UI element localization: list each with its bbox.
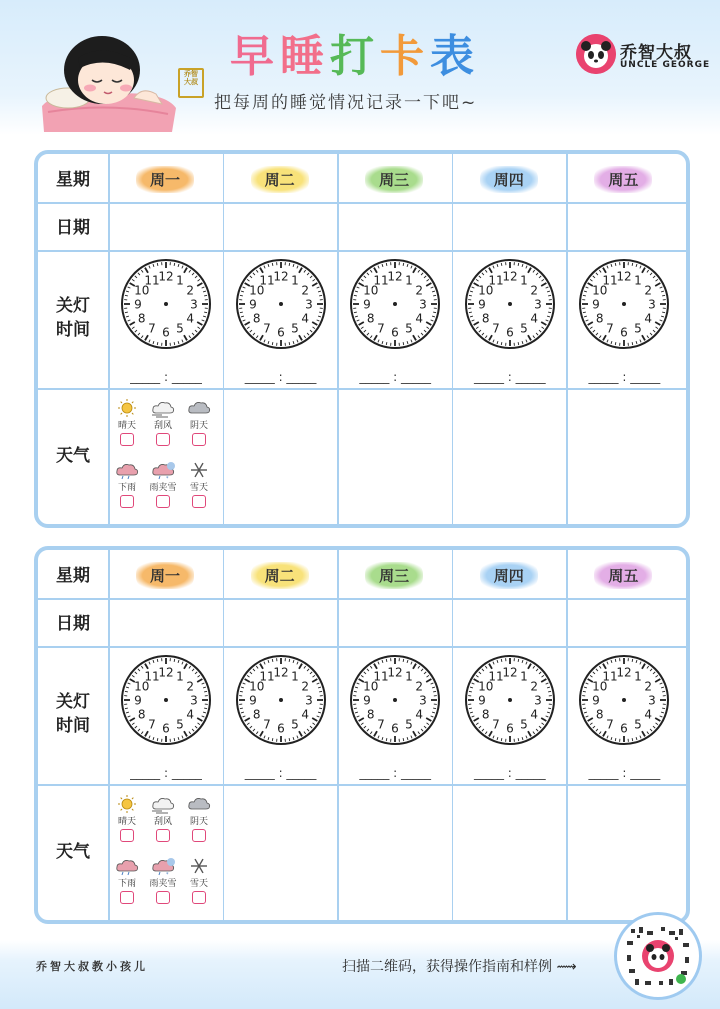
weekday-label: 周二 [251, 166, 309, 193]
clock-number: 8 [137, 707, 146, 722]
date-input-cell[interactable] [568, 600, 679, 644]
clock-number: 9 [363, 297, 372, 312]
weekday-label: 周一 [136, 562, 194, 589]
title-char: 睡 [280, 31, 330, 82]
weekday-header-cell [224, 562, 336, 589]
clock-face-icon [464, 654, 556, 746]
weather-checkbox[interactable] [120, 433, 134, 446]
weekday-label: 周三 [365, 166, 423, 193]
weather-checkbox[interactable] [120, 829, 134, 842]
clock-face-icon [578, 258, 670, 350]
clock-number: 12 [158, 269, 174, 284]
title-char: 卡 [380, 31, 430, 82]
clock-number: 4 [301, 707, 309, 722]
weather-checkbox[interactable] [156, 433, 170, 446]
weekday-label: 周三 [365, 562, 423, 589]
weather-option[interactable] [146, 794, 180, 842]
weather-option[interactable] [182, 460, 216, 508]
clock-number: 11 [373, 273, 389, 288]
weekday-header-cell [109, 562, 221, 589]
clock-number: 11 [488, 273, 504, 288]
clock-face-icon [235, 654, 327, 746]
weather-cell[interactable] [454, 390, 565, 522]
weather-cell[interactable] [339, 786, 450, 918]
weather-option-label: 刮风 [153, 817, 172, 827]
weather-option[interactable] [146, 398, 180, 446]
clock-number: 2 [530, 283, 538, 298]
lights-off-clock-cell[interactable] [339, 252, 451, 388]
clock-number: 5 [634, 717, 643, 732]
clock-number: 7 [148, 717, 156, 732]
clock-number: 6 [391, 721, 400, 736]
time-blank-field[interactable]: _____ : _____ [244, 766, 317, 780]
clock-number: 7 [262, 717, 271, 732]
weather-cell[interactable] [568, 390, 679, 522]
weather-option-label: 晴天 [117, 817, 136, 827]
sleep-table-week-1 [34, 150, 690, 528]
title-char: 早 [230, 31, 280, 82]
footer-qr-text: 扫描二维码，获得操作指南和样例 [342, 959, 552, 975]
clock-number: 4 [186, 707, 195, 722]
weather-option-label: 阴天 [189, 817, 208, 827]
clock-number: 8 [137, 311, 146, 326]
clock-number: 5 [290, 321, 299, 336]
brand-name: 乔智大叔 [620, 43, 692, 63]
clock-number: 4 [530, 311, 538, 326]
weather-options [110, 398, 218, 526]
clock-number: 3 [648, 693, 657, 708]
clock-number: 9 [363, 693, 372, 708]
clock-number: 4 [415, 707, 424, 722]
clock-number: 8 [367, 707, 375, 722]
clock-number: 5 [405, 321, 414, 336]
clock-number: 11 [258, 273, 275, 288]
clock-number: 4 [415, 311, 424, 326]
weather-option-label: 下雨 [117, 483, 136, 493]
sleet-icon [150, 460, 176, 480]
clock-number: 11 [258, 669, 275, 684]
lights-off-clock-cell[interactable] [225, 648, 337, 784]
row-label-date: 日期 [56, 218, 90, 238]
clock-number: 3 [190, 297, 198, 312]
clock-number: 8 [481, 707, 490, 722]
clock-number: 7 [377, 321, 386, 336]
row-label-lights-off-line1: 关灯 [56, 296, 90, 316]
clock-number: 8 [481, 311, 490, 326]
clock-number: 9 [592, 297, 601, 312]
clock-number: 8 [367, 311, 375, 326]
time-blank-field[interactable]: _____ : _____ [588, 370, 661, 384]
weather-checkbox[interactable] [192, 829, 206, 842]
clock-number: 11 [144, 273, 160, 288]
weather-cell[interactable] [568, 786, 679, 918]
clock-number: 12 [502, 665, 518, 680]
weekday-header-cell [338, 166, 450, 193]
clock-number: 6 [162, 325, 170, 340]
date-input-cell[interactable] [225, 600, 336, 644]
weekday-header-cell [567, 562, 679, 589]
clock-number: 9 [134, 297, 142, 312]
clock-number: 2 [644, 283, 653, 298]
panda-logo-icon [576, 34, 616, 74]
clock-number: 12 [272, 269, 289, 284]
qr-code-icon[interactable] [614, 912, 702, 1000]
clock-face-icon [349, 258, 441, 350]
rain-icon [114, 460, 140, 480]
brand-subtitle: UNCLE GEORGE [620, 60, 711, 70]
time-blank-field[interactable]: _____ : _____ [130, 370, 202, 384]
clock-number: 11 [602, 273, 619, 288]
clock-number: 1 [634, 273, 643, 288]
weather-option-label: 雨夹雪 [149, 483, 177, 493]
clock-number: 1 [405, 273, 414, 288]
sleet-icon [150, 856, 176, 876]
row-label-weekday: 星期 [56, 170, 90, 190]
weekday-header-cell [567, 166, 679, 193]
lights-off-clock-cell[interactable] [110, 648, 222, 784]
weather-option-label: 刮风 [153, 421, 172, 431]
weather-checkbox[interactable] [156, 891, 170, 904]
clock-number: 12 [502, 269, 518, 284]
cloudy-icon [186, 398, 212, 418]
clock-number: 4 [301, 311, 309, 326]
row-label-weather: 天气 [56, 842, 90, 862]
clock-number: 11 [602, 669, 619, 684]
weather-checkbox[interactable] [192, 433, 206, 446]
clock-number: 12 [158, 665, 174, 680]
clock-face-icon [235, 258, 327, 350]
clock-number: 6 [505, 721, 514, 736]
clock-number: 3 [304, 693, 313, 708]
clock-number: 2 [530, 679, 538, 694]
rain-icon [114, 856, 140, 876]
clock-number: 12 [616, 665, 633, 680]
clock-face-icon [349, 654, 441, 746]
clock-number: 3 [190, 693, 198, 708]
clock-number: 7 [148, 321, 156, 336]
title-char: 打 [330, 31, 380, 82]
clock-number: 7 [262, 321, 271, 336]
clock-number: 1 [176, 669, 184, 684]
weekday-label: 周二 [251, 562, 309, 589]
date-input-cell[interactable] [339, 204, 450, 248]
weather-options [110, 794, 218, 922]
weather-option-label: 阴天 [189, 421, 208, 431]
clock-number: 5 [290, 717, 299, 732]
date-input-cell[interactable] [110, 204, 221, 248]
lights-off-clock-cell[interactable] [225, 252, 337, 388]
lights-off-clock-cell[interactable] [454, 252, 566, 388]
weather-option-label: 雨夹雪 [149, 879, 177, 889]
title-char: 表 [430, 31, 480, 82]
clock-face-icon [464, 258, 556, 350]
weather-option[interactable] [182, 398, 216, 446]
weather-checkbox[interactable] [120, 495, 134, 508]
weather-checkbox[interactable] [192, 495, 206, 508]
wind-icon [150, 794, 176, 814]
row-label-date: 日期 [56, 614, 90, 634]
clock-number: 8 [596, 707, 604, 722]
clock-number: 2 [186, 679, 195, 694]
clock-face-icon [120, 258, 212, 350]
clock-number: 7 [377, 717, 386, 732]
clock-number: 6 [620, 325, 629, 340]
clock-number: 7 [491, 321, 500, 336]
time-blank-field[interactable]: _____ : _____ [359, 766, 432, 780]
wind-icon [150, 398, 176, 418]
weather-option-label: 下雨 [117, 879, 136, 889]
sun-icon [114, 794, 140, 814]
lights-off-clock-cell[interactable] [339, 648, 451, 784]
weather-cell[interactable] [339, 390, 450, 522]
time-blank-field[interactable]: _____ : _____ [359, 370, 432, 384]
seal-stamp: 乔智 大叔 [178, 68, 204, 98]
time-blank-field[interactable]: _____ : _____ [588, 766, 661, 780]
sleep-table-week-2 [34, 546, 690, 924]
clock-number: 6 [276, 721, 285, 736]
clock-number: 8 [596, 311, 604, 326]
clock-number: 11 [488, 669, 504, 684]
clock-number: 1 [519, 273, 528, 288]
clock-number: 2 [301, 679, 309, 694]
weekday-header-cell [453, 562, 565, 589]
clock-number: 6 [391, 325, 400, 340]
footer-qr-instruction [342, 956, 577, 976]
weekday-label: 周四 [480, 562, 538, 589]
clock-face-icon [120, 654, 212, 746]
clock-number: 7 [606, 717, 615, 732]
clock-number: 10 [477, 679, 494, 694]
cloudy-icon [186, 794, 212, 814]
weather-option-label: 雪天 [189, 879, 208, 889]
sun-icon [114, 398, 140, 418]
row-label-weekday: 星期 [56, 566, 90, 586]
date-input-cell[interactable] [568, 204, 679, 248]
lights-off-clock-cell[interactable] [454, 648, 566, 784]
row-label-lights-off-line2: 时间 [56, 320, 90, 340]
weather-option-label: 雪天 [189, 483, 208, 493]
page-title [230, 20, 490, 80]
svg-text:*: * [166, 476, 169, 480]
clock-number: 9 [477, 693, 486, 708]
clock-number: 9 [248, 297, 257, 312]
page-subtitle: 把每周的睡觉情况记录一下吧~ [214, 93, 478, 113]
weekday-label: 周一 [136, 166, 194, 193]
clock-number: 1 [519, 669, 528, 684]
lights-off-clock-cell[interactable] [568, 648, 680, 784]
clock-number: 5 [405, 717, 414, 732]
clock-number: 10 [592, 679, 608, 694]
clock-number: 7 [606, 321, 615, 336]
clock-number: 9 [134, 693, 142, 708]
row-label-lights-off-line1: 关灯 [56, 692, 90, 712]
weather-option[interactable] [110, 856, 144, 904]
weather-option[interactable] [182, 794, 216, 842]
date-input-cell[interactable] [454, 204, 565, 248]
weather-checkbox[interactable] [120, 891, 134, 904]
clock-number: 9 [248, 693, 257, 708]
clock-number: 5 [519, 321, 528, 336]
lights-off-clock-cell[interactable] [568, 252, 680, 388]
time-blank-field[interactable]: _____ : _____ [244, 370, 317, 384]
clock-number: 10 [134, 679, 150, 694]
weekday-header-cell [224, 166, 336, 193]
weather-option-label: 晴天 [117, 421, 136, 431]
clock-number: 10 [363, 679, 379, 694]
clock-number: 2 [186, 283, 195, 298]
clock-number: 3 [533, 297, 542, 312]
clock-number: 11 [373, 669, 389, 684]
weather-checkbox[interactable] [156, 829, 170, 842]
date-input-cell[interactable] [225, 204, 336, 248]
clock-number: 4 [530, 707, 538, 722]
footer-brand-text: 乔智大叔教小孩儿 [36, 960, 148, 973]
clock-number: 2 [644, 679, 653, 694]
clock-number: 2 [415, 283, 424, 298]
svg-text:*: * [166, 872, 169, 876]
clock-number: 12 [616, 269, 633, 284]
row-label-lights-off-time [38, 690, 108, 738]
clock-number: 10 [248, 679, 264, 694]
weekday-label: 周五 [594, 562, 652, 589]
clock-number: 1 [290, 273, 299, 288]
clock-face-icon [578, 654, 670, 746]
snow-icon [186, 856, 212, 876]
weather-cell[interactable] [454, 786, 565, 918]
clock-number: 6 [505, 325, 514, 340]
weather-cell[interactable] [225, 390, 336, 522]
row-label-lights-off-time [38, 294, 108, 342]
time-blank-field[interactable]: _____ : _____ [473, 370, 546, 384]
clock-number: 5 [634, 321, 643, 336]
row-label-weather: 天气 [56, 446, 90, 466]
clock-number: 12 [272, 665, 289, 680]
sleeping-girl-illustration [38, 28, 178, 132]
clock-number: 2 [301, 283, 309, 298]
date-input-cell[interactable] [339, 600, 450, 644]
clock-number: 8 [252, 707, 261, 722]
clock-number: 10 [134, 283, 150, 298]
weekday-header-cell [109, 166, 221, 193]
clock-number: 9 [477, 297, 486, 312]
weather-checkbox[interactable] [156, 495, 170, 508]
clock-number: 5 [519, 717, 528, 732]
clock-number: 3 [419, 297, 428, 312]
weather-option[interactable] [146, 856, 180, 904]
clock-number: 5 [176, 321, 184, 336]
weekday-header-cell [453, 166, 565, 193]
weekday-label: 周五 [594, 166, 652, 193]
clock-number: 3 [648, 297, 657, 312]
clock-number: 8 [252, 311, 261, 326]
date-input-cell[interactable] [454, 600, 565, 644]
time-blank-field[interactable]: _____ : _____ [473, 766, 546, 780]
clock-number: 7 [491, 717, 500, 732]
clock-number: 1 [176, 273, 184, 288]
clock-number: 10 [248, 283, 264, 298]
weekday-header-cell [338, 562, 450, 589]
lights-off-clock-cell[interactable] [110, 252, 222, 388]
clock-number: 3 [419, 693, 428, 708]
clock-number: 12 [387, 269, 403, 284]
clock-number: 4 [644, 311, 653, 326]
curly-arrow-icon: ⟿ [556, 959, 577, 975]
weekday-label: 周四 [480, 166, 538, 193]
brand-logo-block [576, 34, 711, 78]
weather-option[interactable] [110, 794, 144, 842]
clock-number: 6 [162, 721, 170, 736]
row-label-lights-off-line2: 时间 [56, 716, 90, 736]
weather-option[interactable] [110, 398, 144, 446]
clock-number: 10 [592, 283, 608, 298]
clock-number: 11 [144, 669, 160, 684]
clock-number: 10 [477, 283, 494, 298]
clock-number: 1 [290, 669, 299, 684]
clock-number: 6 [620, 721, 629, 736]
clock-number: 4 [186, 311, 195, 326]
clock-number: 9 [592, 693, 601, 708]
clock-number: 3 [533, 693, 542, 708]
weather-option[interactable] [182, 856, 216, 904]
clock-number: 1 [405, 669, 414, 684]
time-blank-field[interactable]: _____ : _____ [130, 766, 202, 780]
weather-checkbox[interactable] [192, 891, 206, 904]
clock-number: 5 [176, 717, 184, 732]
clock-number: 3 [304, 297, 313, 312]
clock-number: 1 [634, 669, 643, 684]
clock-number: 2 [415, 679, 424, 694]
date-input-cell[interactable] [110, 600, 221, 644]
clock-number: 6 [276, 325, 285, 340]
weather-cell[interactable] [225, 786, 336, 918]
snow-icon [186, 460, 212, 480]
weather-option[interactable] [146, 460, 180, 508]
clock-number: 10 [363, 283, 379, 298]
clock-number: 12 [387, 665, 403, 680]
clock-number: 4 [644, 707, 653, 722]
weather-option[interactable] [110, 460, 144, 508]
